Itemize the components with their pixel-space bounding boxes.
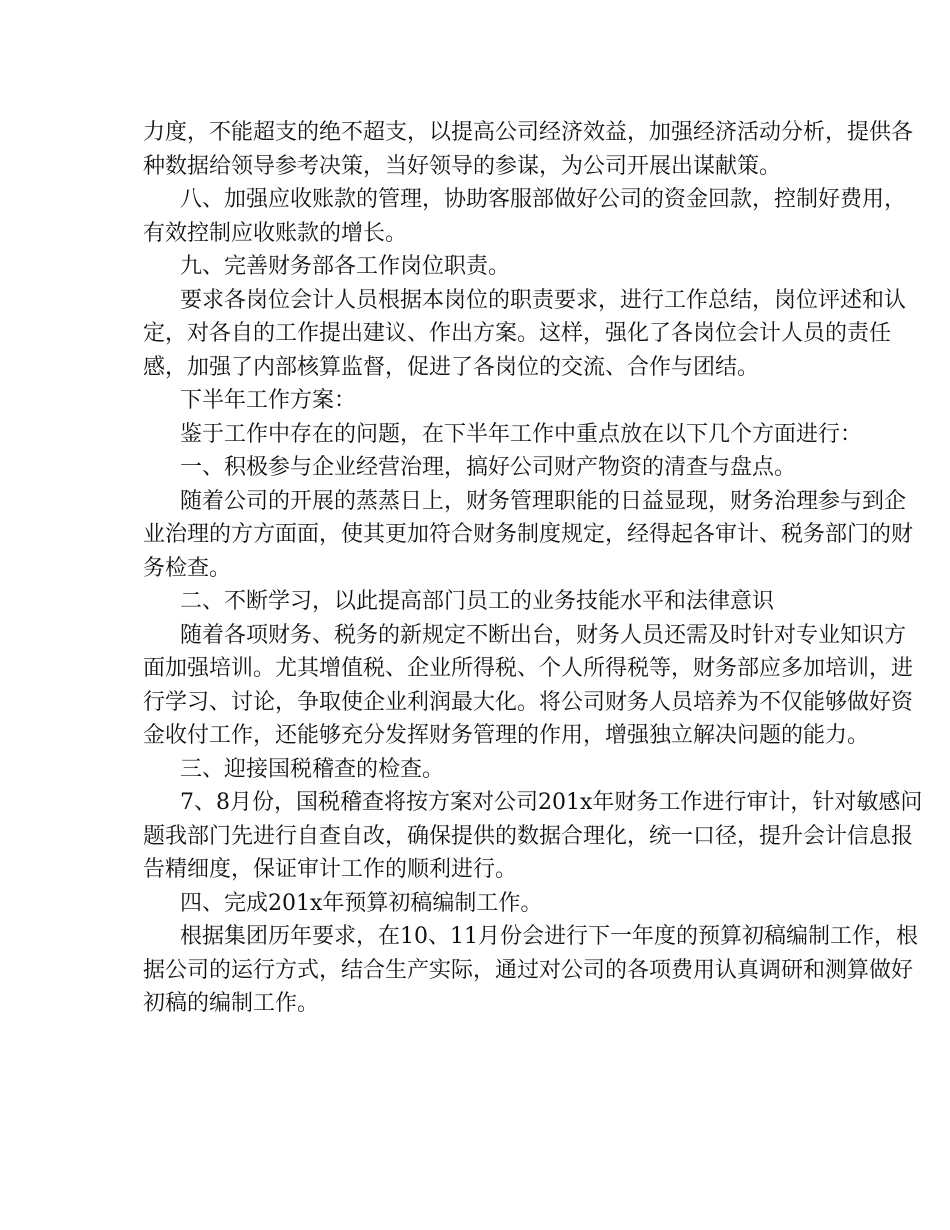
text-line: 面加强培训。尤其增值税、企业所得税、个人所得税等，财务部应多加培训，进	[143, 656, 914, 681]
text-line: 定，对各自的工作提出建议、作出方案。这样，强化了各岗位会计人员的责任	[143, 321, 892, 346]
text-line: 鉴于工作中存在的问题，在下半年工作中重点放在以下几个方面进行：	[180, 421, 863, 447]
text-line: 有效控制应收账款的增长。	[143, 220, 408, 246]
text-line: 题我部门先进行自查自改，确保提供的数据合理化，统一口径，提升会计信息报	[143, 823, 914, 849]
paragraph	[143, 887, 799, 921]
paragraph	[143, 183, 907, 250]
text-line: 三、迎接国税稽查的检查。	[180, 756, 445, 782]
paragraph	[143, 920, 918, 1021]
text-line: 务检查。	[143, 555, 232, 581]
paragraph	[143, 753, 799, 787]
text-line: 四、完成201x年预算初稿编制工作。	[180, 890, 543, 916]
text-line: 九、完善财务部各工作岗位职责。	[180, 254, 511, 279]
text-line: 初稿的编制工作。	[143, 991, 320, 1016]
text-line: 业治理的方方面面，使其更加符合财务制度规定，经得起各审计、税务部门的财	[143, 522, 914, 547]
text-line: 二、不断学习，以此提高部门员工的业务技能水平和法律意识	[180, 589, 775, 614]
paragraph	[143, 284, 907, 385]
paragraph	[143, 786, 923, 887]
text-line: 据公司的运行方式，结合生产实际，通过对公司的各项费用认真调研和测算做好	[143, 957, 914, 983]
text-line: 种数据给领导参考决策，当好领导的参谋，为公司开展出谋献策。	[143, 153, 782, 179]
text-line: 随着公司的开展的蒸蒸日上，财务管理职能的日益显现，财务治理参与到企	[180, 488, 907, 514]
text-line: 随着各项财务、税务的新规定不断出台，财务人员还需及时针对专业知识方	[180, 622, 907, 648]
paragraph	[143, 451, 799, 485]
document-body	[143, 116, 923, 1021]
text-line: 金收付工作，还能够充分发挥财务管理的作用，增强独立解决问题的能力。	[143, 723, 870, 748]
text-line: 7、8月份，国税稽查将按方案对公司201x年财务工作进行审计，针对敏感问	[180, 790, 923, 815]
paragraph	[143, 418, 863, 452]
paragraph	[143, 619, 914, 753]
text-line: 行学习、讨论，争取使企业利润最大化。将公司财务人员培养为不仅能够做好资	[143, 689, 914, 715]
paragraph	[143, 384, 799, 418]
text-line: 感，加强了内部核算监督，促进了各岗位的交流、合作与团结。	[143, 354, 760, 380]
text-line: 下半年工作方案：	[180, 388, 357, 413]
text-line: 根据集团历年要求，在10、11月份会进行下一年度的预算初稿编制工作，根	[180, 924, 918, 949]
text-line: 要求各岗位会计人员根据本岗位的职责要求，进行工作总结，岗位评述和认	[180, 287, 907, 313]
text-line: 八、加强应收账款的管理，协助客服部做好公司的资金回款，控制好费用，	[180, 187, 907, 212]
text-line: 告精细度，保证审计工作的顺利进行。	[143, 857, 518, 882]
text-line: 力度，不能超支的绝不超支，以提高公司经济效益，加强经济活动分析，提供各	[143, 120, 914, 145]
paragraph	[143, 116, 914, 183]
text-line: 一、积极参与企业经营治理，搞好公司财产物资的清查与盘点。	[180, 455, 797, 480]
paragraph	[143, 250, 799, 284]
paragraph	[143, 585, 799, 619]
paragraph	[143, 485, 914, 586]
